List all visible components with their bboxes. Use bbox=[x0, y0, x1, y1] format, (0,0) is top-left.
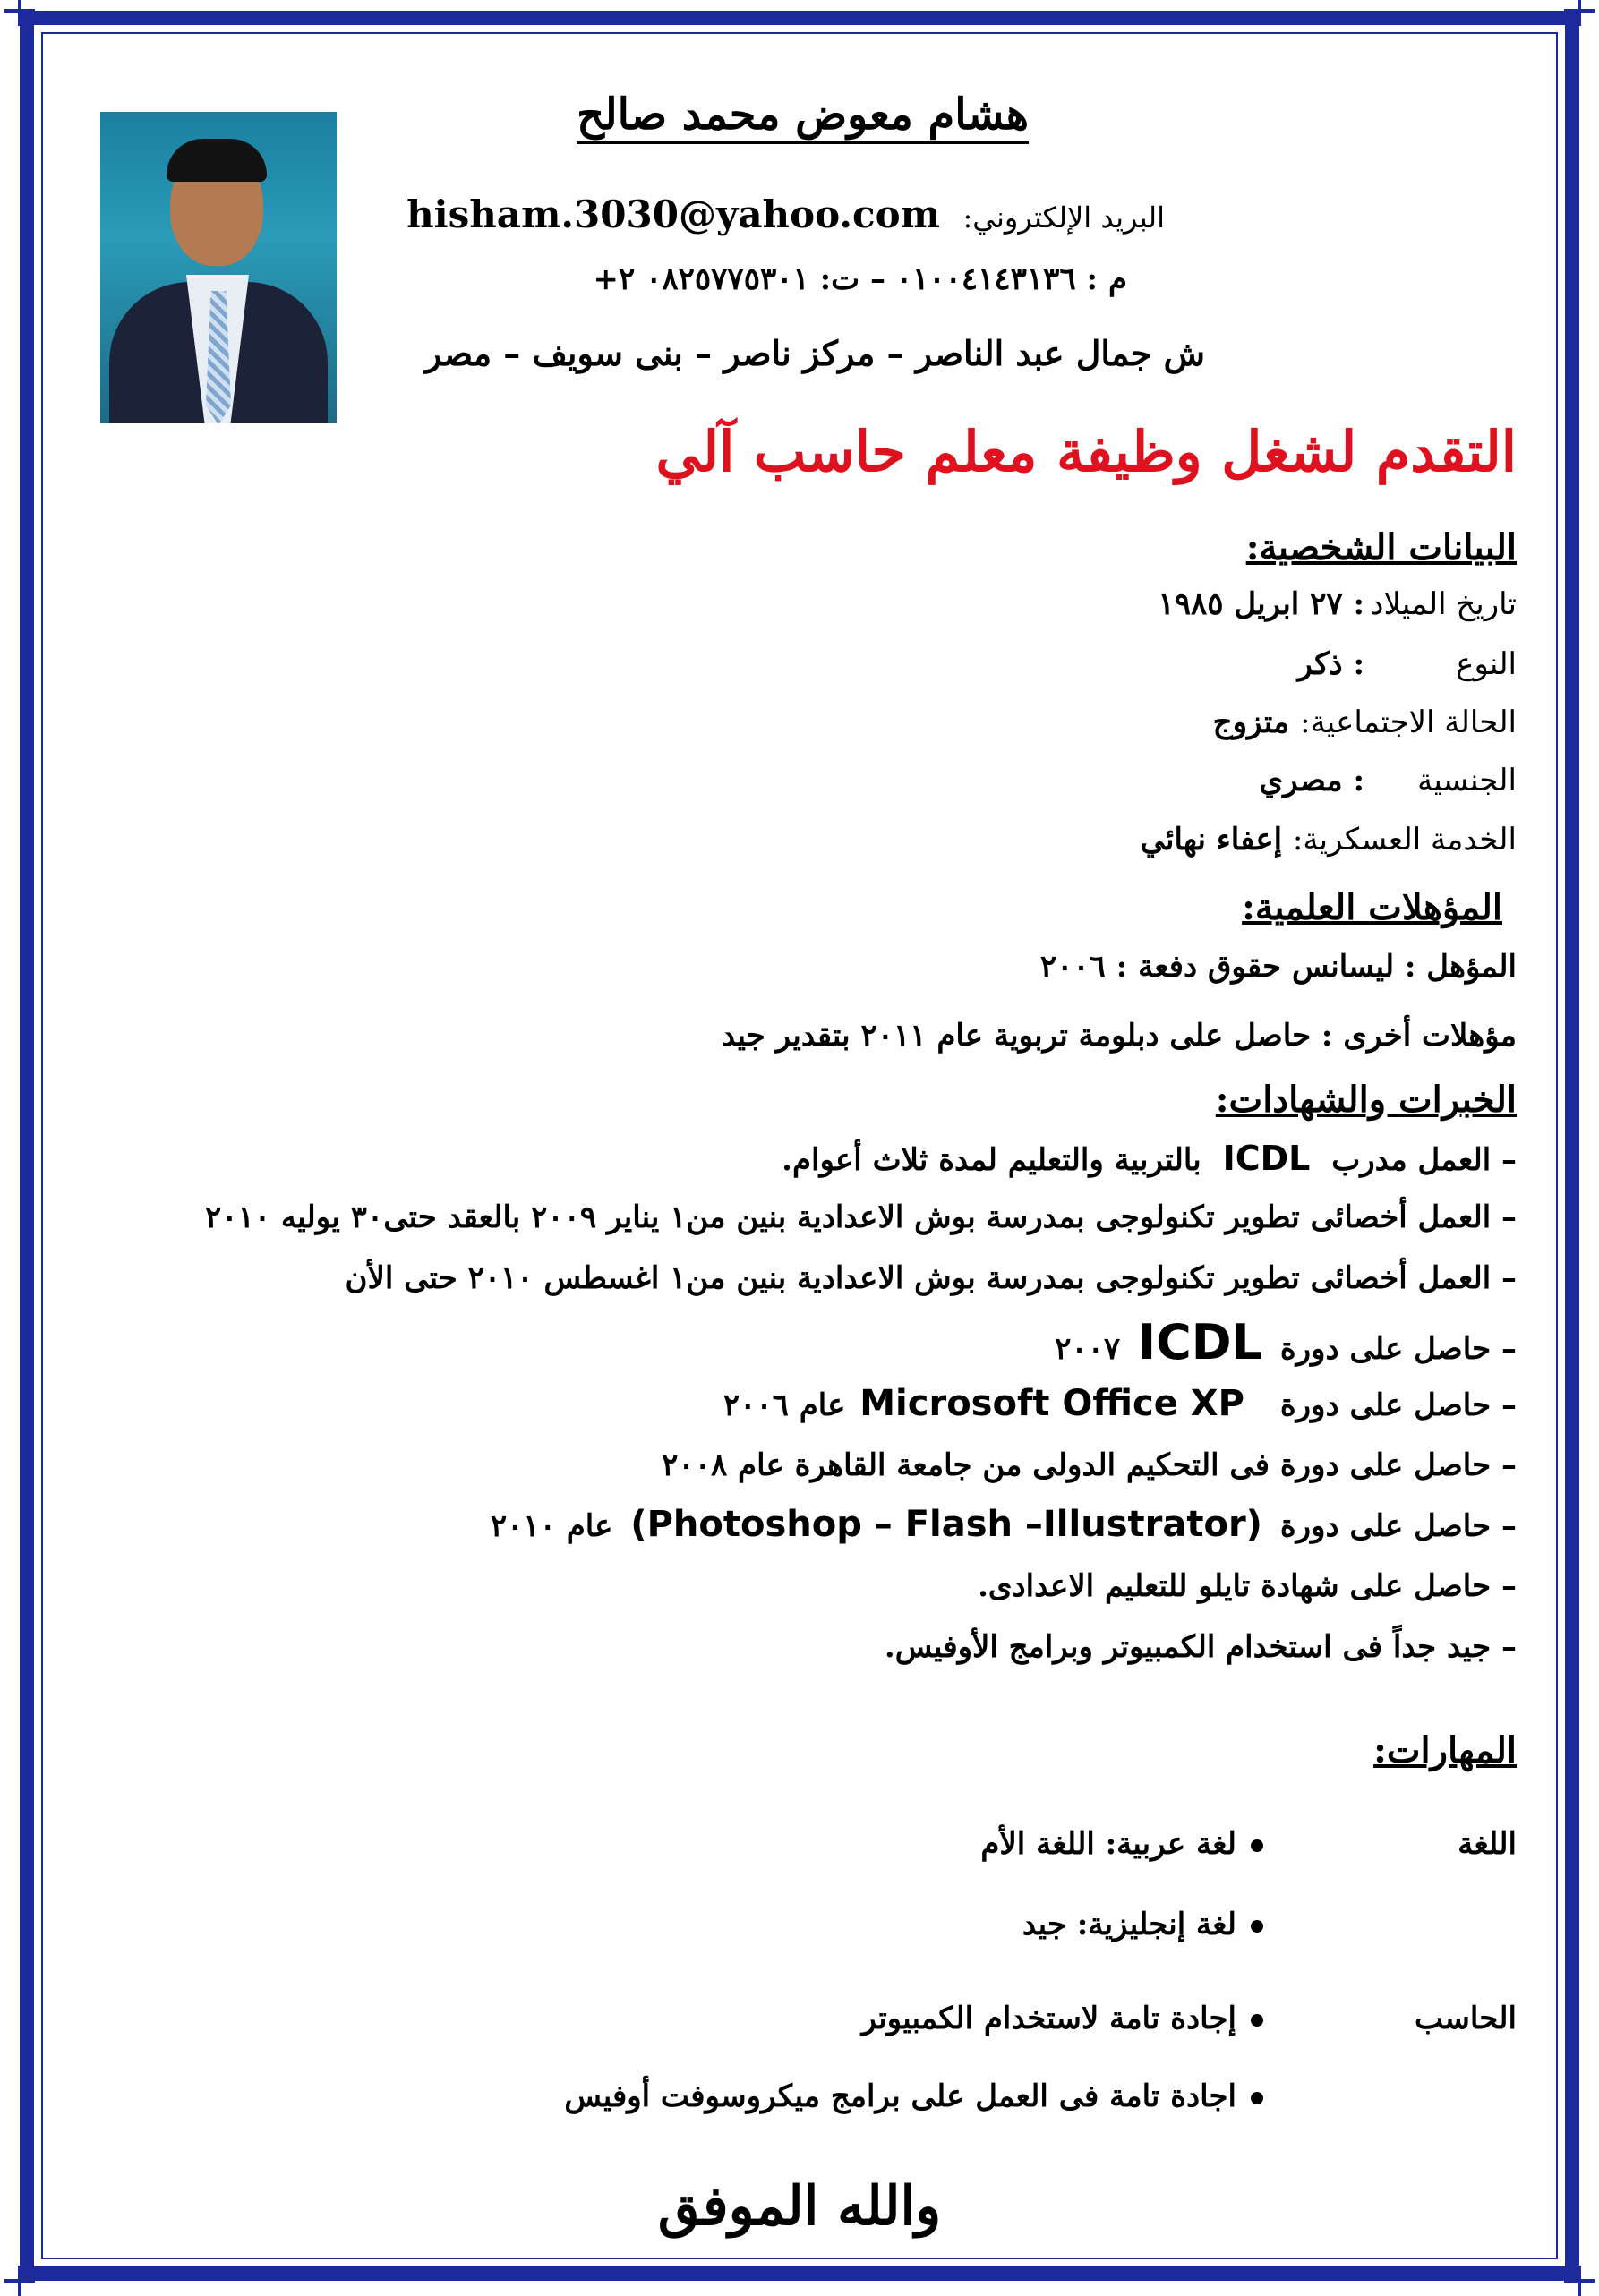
bullet-icon bbox=[1251, 2014, 1263, 2027]
skills-computer-label: الحاسب bbox=[1415, 2001, 1517, 2036]
experience-item: – العمل أخصائى تطوير تكنولوجى بمدرسة بوش الاعدادية بنين من١ اغسطس ٢٠١٠ حتى الأن bbox=[345, 1260, 1517, 1296]
closing-phrase: والله الموفق bbox=[657, 2175, 942, 2238]
qualifications-section-title: المؤهلات العلمية: bbox=[1242, 886, 1502, 928]
nationality-label: الجنسية bbox=[1417, 763, 1517, 798]
marital-label: الحالة الاجتماعية: bbox=[1300, 704, 1517, 740]
experience-item: – حاصل على دورة ICDL ٢٠٠٧ bbox=[1055, 1314, 1517, 1370]
birthdate-label: تاريخ الميلاد bbox=[1370, 586, 1517, 622]
skills-language-item: لغة إنجليزية: جيد bbox=[1022, 1907, 1263, 1942]
experience-section-title: الخبرات والشهادات: bbox=[1215, 1079, 1517, 1121]
skills-section-title: المهارات: bbox=[1373, 1729, 1517, 1771]
email-row bbox=[406, 192, 1165, 236]
corner-ornament-top-right bbox=[1564, 0, 1595, 26]
bullet-icon bbox=[1251, 2092, 1263, 2104]
personal-row-birthdate: تاريخ الميلاد: ٢٧ ابريل ١٩٨٥ bbox=[1158, 586, 1517, 622]
skills-language-item: لغة عربية: اللغة الأم bbox=[980, 1826, 1263, 1862]
gender-value: ذكر bbox=[1297, 646, 1343, 682]
email-label: البريد الإلكتروني: bbox=[962, 201, 1165, 235]
birthdate-value: ٢٧ ابريل ١٩٨٥ bbox=[1158, 586, 1343, 622]
personal-row-marital bbox=[1213, 704, 1517, 740]
bullet-icon bbox=[1251, 1920, 1263, 1933]
marital-value: متزوج bbox=[1212, 704, 1290, 740]
skills-computer-item: إجادة تامة لاستخدام الكمبيوتر bbox=[861, 2001, 1263, 2036]
email-value: hisham.3030@yahoo.com bbox=[406, 192, 941, 236]
experience-item: – حاصل على دورة (Photoshop – Flash –Illustrator) عام ٢٠١٠ bbox=[490, 1504, 1517, 1545]
experience-item: – العمل مدرب ICDL بالتربية والتعليم لمدة ثلاث أعوام. bbox=[782, 1139, 1517, 1178]
personal-section-title: البيانات الشخصية: bbox=[1245, 526, 1517, 568]
experience-item: – حاصل على دورة فى التحكيم الدولى من جامعة القاهرة عام ٢٠٠٨ bbox=[662, 1447, 1517, 1483]
bullet-icon bbox=[1251, 1839, 1263, 1852]
experience-item: – جيد جداً فى استخدام الكمبيوتر وبرامج الأوفيس. bbox=[884, 1629, 1517, 1665]
phone-line: م : ٠١٠٠٤١٤٣١٣٦ – ت: ٠٨٢٥٧٧٥٣٠١ ٢+ bbox=[593, 261, 1127, 297]
personal-row-gender: النوع: ذكر bbox=[1297, 646, 1517, 682]
experience-item: – حاصل على شهادة تايلو للتعليم الاعدادى. bbox=[978, 1568, 1517, 1604]
objective-title: التقدم لشغل وظيفة معلم حاسب آلي bbox=[655, 419, 1517, 484]
experience-item: – العمل أخصائى تطوير تكنولوجى بمدرسة بوش الاعدادية بنين من١ يناير ٢٠٠٩ بالعقد حتى٣٠ يوليه ٢٠١٠ bbox=[205, 1199, 1517, 1235]
corner-ornament-top-left bbox=[4, 0, 35, 26]
gender-label: النوع bbox=[1456, 646, 1517, 682]
skills-language-label: اللغة bbox=[1458, 1826, 1517, 1862]
nationality-value: مصري bbox=[1259, 763, 1343, 798]
military-label: الخدمة العسكرية: bbox=[1292, 822, 1517, 858]
skills-computer-item: اجادة تامة فى العمل على برامج ميكروسوفت أوفيس bbox=[564, 2078, 1263, 2114]
candidate-name: هشام معوض محمد صالح bbox=[577, 90, 1029, 144]
personal-row-military bbox=[1141, 822, 1517, 858]
qualification-other: مؤهلات أخرى : حاصل على دبلومة تربوية عام ٢٠١١ بتقدير جيد bbox=[721, 1018, 1517, 1054]
personal-row-nationality: الجنسية: مصري bbox=[1259, 763, 1517, 798]
experience-item: – حاصل على دورة Microsoft Office XP عام ٢٠٠٦ bbox=[723, 1383, 1517, 1424]
qualification-main: المؤهل : ليسانس حقوق دفعة : ٢٠٠٦ bbox=[1039, 949, 1517, 985]
military-value: إعفاء نهائي bbox=[1140, 822, 1283, 858]
profile-photo bbox=[100, 112, 337, 423]
address-line: ش جمال عبد الناصر – مركز ناصر – بنى سويف – مصر bbox=[424, 333, 1205, 373]
